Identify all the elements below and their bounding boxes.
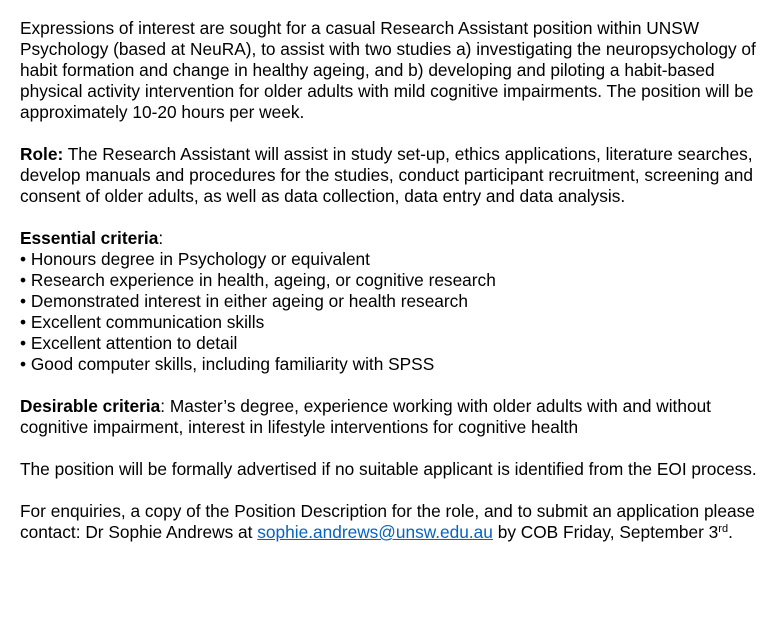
desirable-criteria-paragraph: [20, 396, 772, 438]
role-label: Role:: [20, 144, 64, 164]
list-item: • Excellent communication skills: [20, 312, 265, 332]
desirable-criteria-label: Desirable criteria: [20, 396, 161, 416]
contact-text-after: by COB Friday, September 3: [492, 522, 719, 542]
intro-paragraph: Expressions of interest are sought for a casual Research Assistant position within UNSW Psychology (based at NeuRA), to assist with two studies a) investigating the neuropsychology of habit formation and change in healthy ageing, and b) developing and piloting a habit-based physical activity intervention for older adults with mild cognitive impairments. The position will be approximately 10-20 hours per week.: [20, 18, 756, 122]
list-item: • Good computer skills, including familiarity with SPSS: [20, 354, 435, 374]
advertise-paragraph: The position will be formally advertised if no suitable applicant is identified from the EOI process.: [20, 459, 757, 479]
date-ordinal-suffix: rd: [718, 523, 729, 535]
essential-criteria-section: [20, 228, 772, 375]
list-item: • Honours degree in Psychology or equivalent: [20, 249, 370, 269]
essential-criteria-list: [20, 249, 772, 375]
essential-criteria-colon: :: [158, 228, 164, 248]
document-body: [20, 18, 772, 564]
list-item: • Demonstrated interest in either ageing or health research: [20, 291, 468, 311]
essential-criteria-label: Essential criteria: [20, 228, 159, 248]
contact-text-before: For enquiries, a copy of the Position Description for the role, and to submit an application please contact: Dr Sophie Andrews at: [20, 501, 755, 542]
desirable-criteria-text: : Master’s degree, experience working with older adults with and without cognitive impairment, interest in lifestyle interventions for cognitive health: [20, 396, 711, 437]
contact-paragraph: [20, 501, 772, 543]
role-text: The Research Assistant will assist in study set-up, ethics applications, literature searches, develop manuals and procedures for the studies, conduct participant recruitment, screening and consent of older adults, as well as data collection, data entry and data analysis.: [20, 144, 753, 206]
list-item: • Research experience in health, ageing, or cognitive research: [20, 270, 496, 290]
contact-end: .: [728, 522, 733, 542]
email-link[interactable]: sophie.andrews@unsw.edu.au: [257, 522, 493, 542]
essential-criteria-heading: [20, 228, 772, 249]
list-item: • Excellent attention to detail: [20, 333, 238, 353]
role-paragraph: [20, 144, 772, 207]
